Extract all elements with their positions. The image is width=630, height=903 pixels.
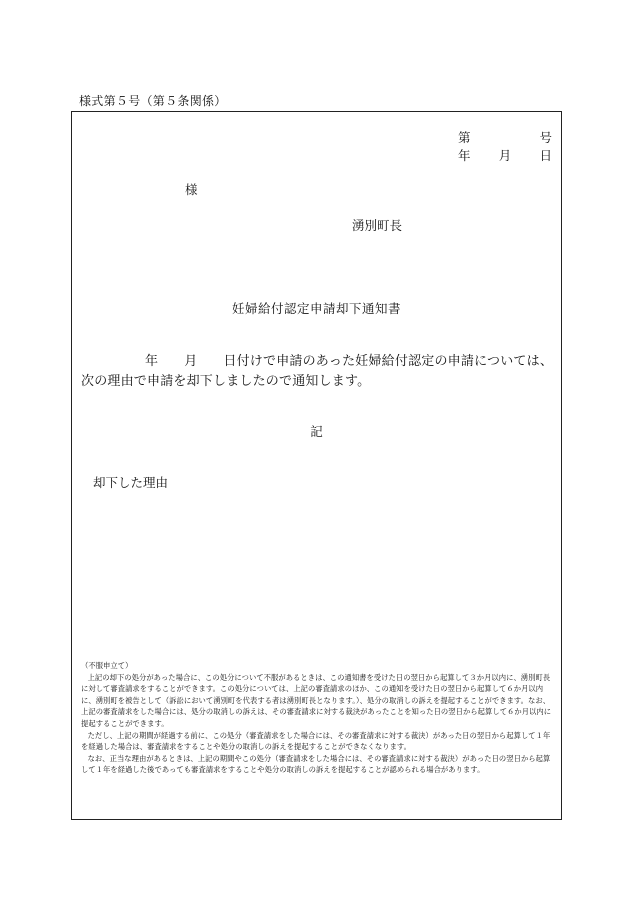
form-number-label: 様式第５号（第５条関係） [79, 94, 227, 108]
appeal-notice [81, 660, 557, 776]
issuer-name: 湧別町長 [352, 218, 403, 233]
rejection-reason-label: 却下した理由 [93, 475, 169, 490]
appeal-notice-paragraph: なお、正当な理由があるときは、上記の期間やこの処分（審査請求をした場合には、その審査請求に対する裁決）があった日の翌日から起算して１年を経過した後であっても審査請求をすることや処分の取消しの訴えを提起することが認められる場合があります。 [81, 753, 551, 775]
body-sentence-line-1 [145, 350, 553, 369]
appeal-notice-paragraph: ただし、上記の期間が経過する前に、この処分（審査請求をした場合には、その審査請求に対する裁決）があった日の翌日から起算して１年を経過した場合は、審査請求をすることや処分の取消しの訴えを提起することができなくなります。 [81, 730, 551, 752]
appeal-notice-heading: （不服申立て） [81, 661, 133, 670]
body-year-label: 年 [145, 354, 159, 369]
addressee-suffix: 様 [185, 182, 198, 197]
date-line [458, 146, 552, 164]
body-sentence-part1: 日付けで申請のあった妊婦給付認定の申請については、 [223, 354, 554, 369]
document-frame [71, 111, 562, 820]
body-month-label: 月 [184, 354, 198, 369]
number-suffix: 号 [539, 130, 552, 145]
body-sentence-line-2: 次の理由で申請を却下しましたので通知します。 [81, 374, 371, 389]
date-day-label: 日 [539, 148, 552, 163]
number-prefix: 第 [458, 130, 471, 145]
document-title: 妊婦給付認定申請却下通知書 [231, 301, 401, 316]
date-month-label: 月 [498, 148, 512, 163]
document-number-line [458, 128, 552, 146]
ki-heading: 記 [310, 424, 323, 439]
date-year-label: 年 [458, 148, 471, 163]
appeal-notice-paragraph: 上記の却下の処分があった場合に、この処分について不服があるときは、この通知書を受けた日の翌日から起算して３か月以内に、湧別町長に対して審査請求をすることができます。この処分については、上記の審査請求のほか、この通知を受けた日の翌日から起算して６か月以内に、湧別町を被告として（訴訟において湧別町を代表する者は湧別町長となります。）、処分の取消しの訴えを提起することができます。なお、上記の審査請求をした場合には、処分の取消しの訴えは、その審査請求に対する裁決があったことを知った日の翌日から起算して６か月以内に提起することができます。 [81, 672, 552, 728]
